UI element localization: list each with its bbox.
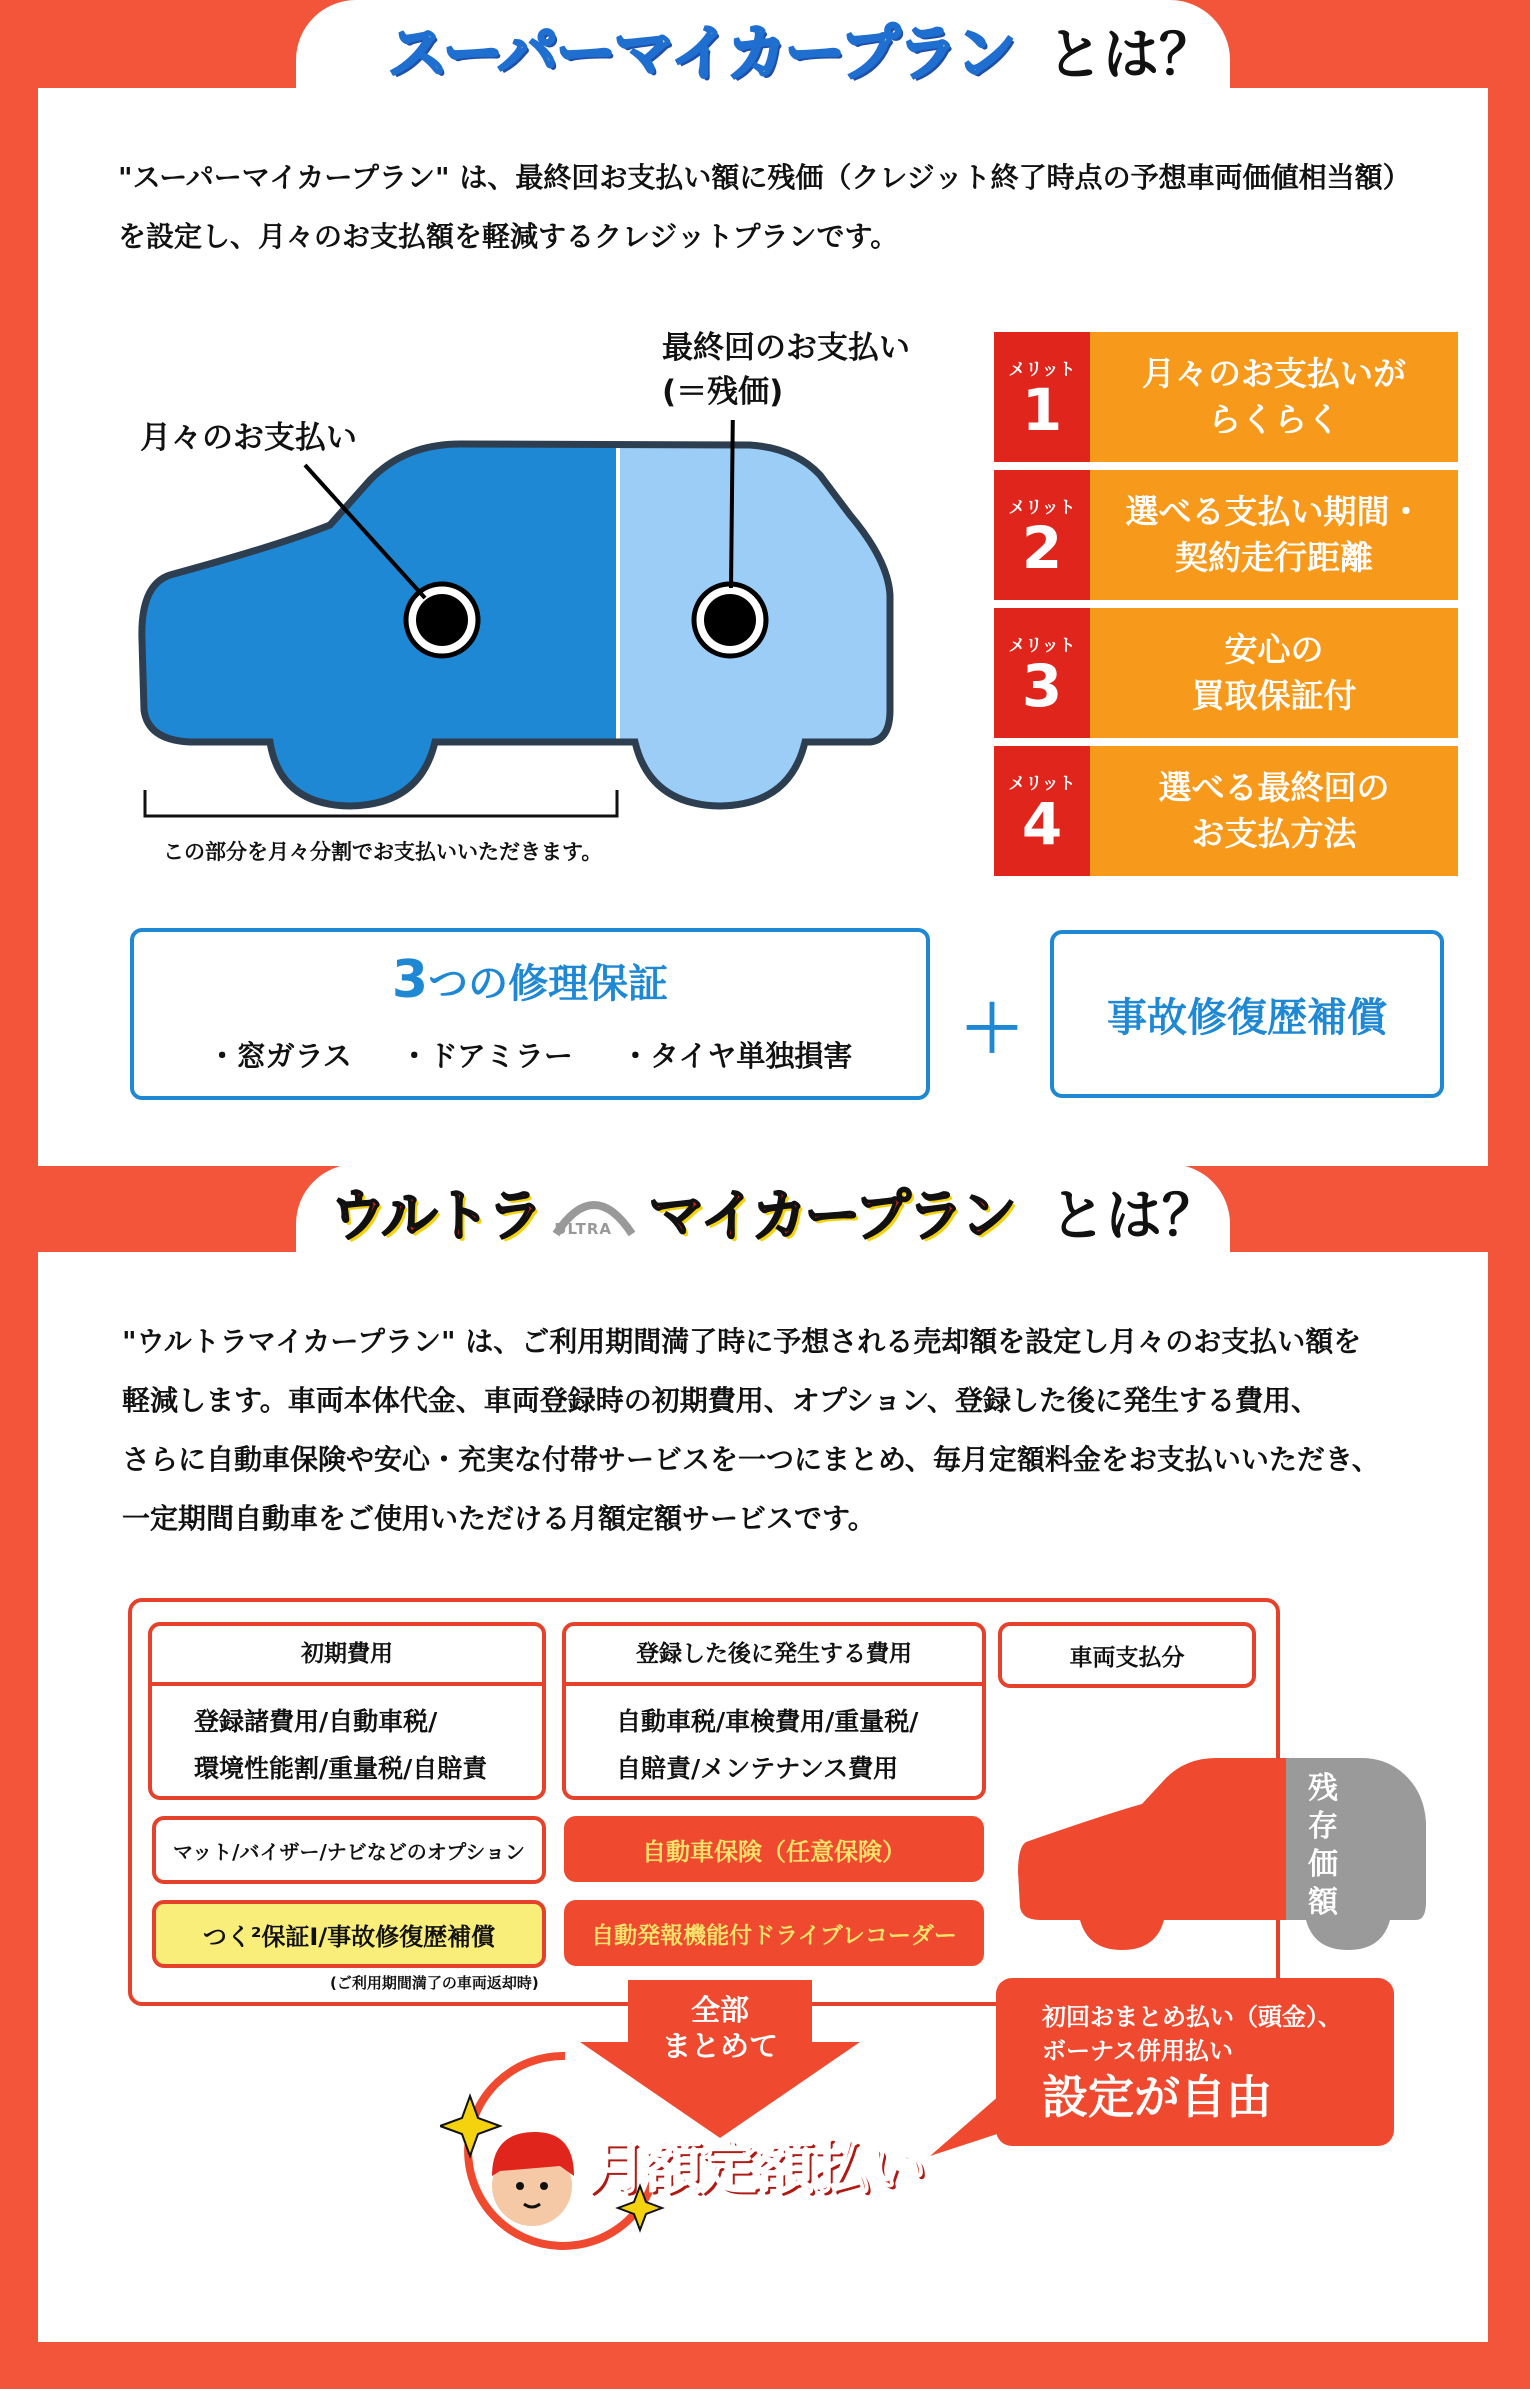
speech-bubble-text [1042, 2000, 1342, 2126]
merit-label: メリット [1008, 773, 1076, 794]
initial-cost-body [152, 1686, 542, 1792]
vehicle-payment-box [998, 1622, 1256, 1688]
return-note: (ご利用期間満了の車両返却時) [330, 1974, 539, 1992]
repair-guarantee-box [130, 928, 930, 1100]
merit-2 [994, 470, 1458, 600]
repair-item: ・窓ガラス [207, 1039, 352, 1073]
initial-cost-box [148, 1622, 546, 1800]
after-registration-box [562, 1622, 986, 1800]
after-registration-line: 自動車税/車検費用/重量税/ [616, 1707, 919, 1736]
merit-label: メリット [1008, 497, 1076, 518]
super-desc-line: "スーパーマイカープラン" は、最終回お支払い額に残価（クレジット終了時点の予想車両価値相当額） [118, 161, 1411, 194]
merit-number: 3 [1021, 651, 1063, 720]
merit-number: 4 [1021, 789, 1063, 858]
insurance-box [564, 1816, 984, 1882]
ultra-emblem-text: ULTRA [554, 1220, 612, 1238]
merit-text: 選べる支払い期間・ 契約走行距離 [1090, 470, 1458, 600]
car-diagram [130, 420, 900, 820]
merit-4 [994, 746, 1458, 876]
super-desc-line: を設定し、月々のお支払額を軽減するクレジットプランです。 [118, 220, 899, 253]
ultra-plan-title [330, 1172, 1218, 1252]
arrow-text-line: 全部 [690, 1993, 749, 2027]
bubble-line: ボーナス併用払い [1042, 2037, 1234, 2065]
ultra-plan-toha: とは？ [1049, 1184, 1218, 1249]
tsuku-guarantee-text: つく²保証Ⅰ/事故修復歴補償 [202, 1922, 496, 1951]
residual-car-icon [1016, 1752, 1436, 1952]
accident-repair-box [1050, 930, 1444, 1098]
merit-3 [994, 608, 1458, 738]
ultra-desc-line: 軽減します。車両本体代金、車両登録時の初期費用、オプション、登録した後に発生する費用、 [122, 1384, 1320, 1417]
repair-item: ・タイヤ単独損害 [620, 1039, 853, 1073]
merit-text: 選べる最終回の お支払方法 [1090, 746, 1458, 876]
drive-recorder-text: 自動発報機能付ドライブレコーダー [591, 1922, 957, 1949]
merit-label: メリット [1008, 359, 1076, 380]
repair-title-text: つの修理保証 [428, 961, 669, 1007]
ultra-plan-description [122, 1312, 1380, 1548]
options-text: マット/バイザー/ナビなどのオプション [172, 1839, 525, 1864]
vehicle-payment-head: 車両支払分 [1069, 1644, 1185, 1671]
bubble-line-large: 設定が自由 [1042, 2070, 1272, 2124]
repair-item: ・ドアミラー [399, 1039, 573, 1073]
merit-label: メリット [1008, 635, 1076, 656]
arrow-text-line: まとめて [661, 2029, 778, 2063]
merit-number: 1 [1021, 375, 1063, 444]
tsuku-guarantee-box [152, 1900, 546, 1968]
residual-value-label: 残存価額 [1308, 1771, 1338, 1920]
insurance-text: 自動車保険（任意保険） [642, 1837, 906, 1866]
ultra-brand-b: マイカープラン [648, 1184, 1014, 1249]
label-monthly-payment: 月々のお支払い [140, 420, 357, 456]
merit-number: 2 [1021, 513, 1063, 582]
options-box [152, 1816, 546, 1884]
ultra-desc-line: さらに自動車保険や安心・充実な付帯サービスを一つにまとめ、毎月定額料金をお支払いいただき、 [122, 1443, 1380, 1476]
super-plan-brand: スーパーマイカープラン [388, 19, 1014, 89]
repair-title-number: 3 [391, 950, 429, 1010]
repair-title [134, 950, 926, 1010]
ultra-desc-line: "ウルトラマイカープラン" は、ご利用期間満了時に予想される売却額を設定し月々のお支払い額を [122, 1325, 1362, 1358]
merit-text: 月々のお支払いが らくらく [1090, 332, 1458, 462]
label-final-line: (＝残価) [662, 374, 784, 410]
merit-number-box [994, 746, 1090, 876]
monthly-fixed-payment: 月額定額払い [588, 2133, 925, 2201]
merit-1 [994, 332, 1458, 462]
after-registration-head: 登録した後に発生する費用 [566, 1626, 982, 1686]
merit-number-box [994, 608, 1090, 738]
bracket-note: この部分を月々分割でお支払いいただきます。 [163, 840, 603, 864]
label-final-payment [662, 326, 910, 414]
merit-number-box [994, 470, 1090, 600]
bubble-line: 初回おまとめ払い（頭金）、 [1042, 2003, 1342, 2031]
initial-cost-line: 登録諸費用/自動車税/ [194, 1707, 438, 1736]
repair-items [134, 1034, 926, 1075]
plus-sign: ＋ [960, 993, 1024, 1067]
super-plan-title [388, 6, 1215, 92]
bracket [142, 790, 622, 820]
ultra-desc-line: 一定期間自動車をご使用いただける月額定額サービスです。 [122, 1502, 876, 1535]
super-plan-toha: とは？ [1046, 23, 1215, 88]
merit-number-box [994, 332, 1090, 462]
accident-repair-text: 事故修復歴補償 [1107, 994, 1387, 1041]
ultra-brand-a: ウルトラ [330, 1184, 541, 1249]
merit-text: 安心の 買取保証付 [1090, 608, 1458, 738]
initial-cost-line: 環境性能割/重量税/自賠責 [194, 1754, 488, 1783]
after-registration-body [566, 1686, 982, 1792]
ultra-emblem [546, 1182, 642, 1242]
after-registration-line: 自賠責/メンテナンス費用 [616, 1754, 899, 1783]
super-plan-description [118, 148, 1411, 266]
label-final-line: 最終回のお支払い [662, 330, 910, 366]
drive-recorder-box [564, 1900, 984, 1966]
initial-cost-head: 初期費用 [152, 1626, 542, 1686]
